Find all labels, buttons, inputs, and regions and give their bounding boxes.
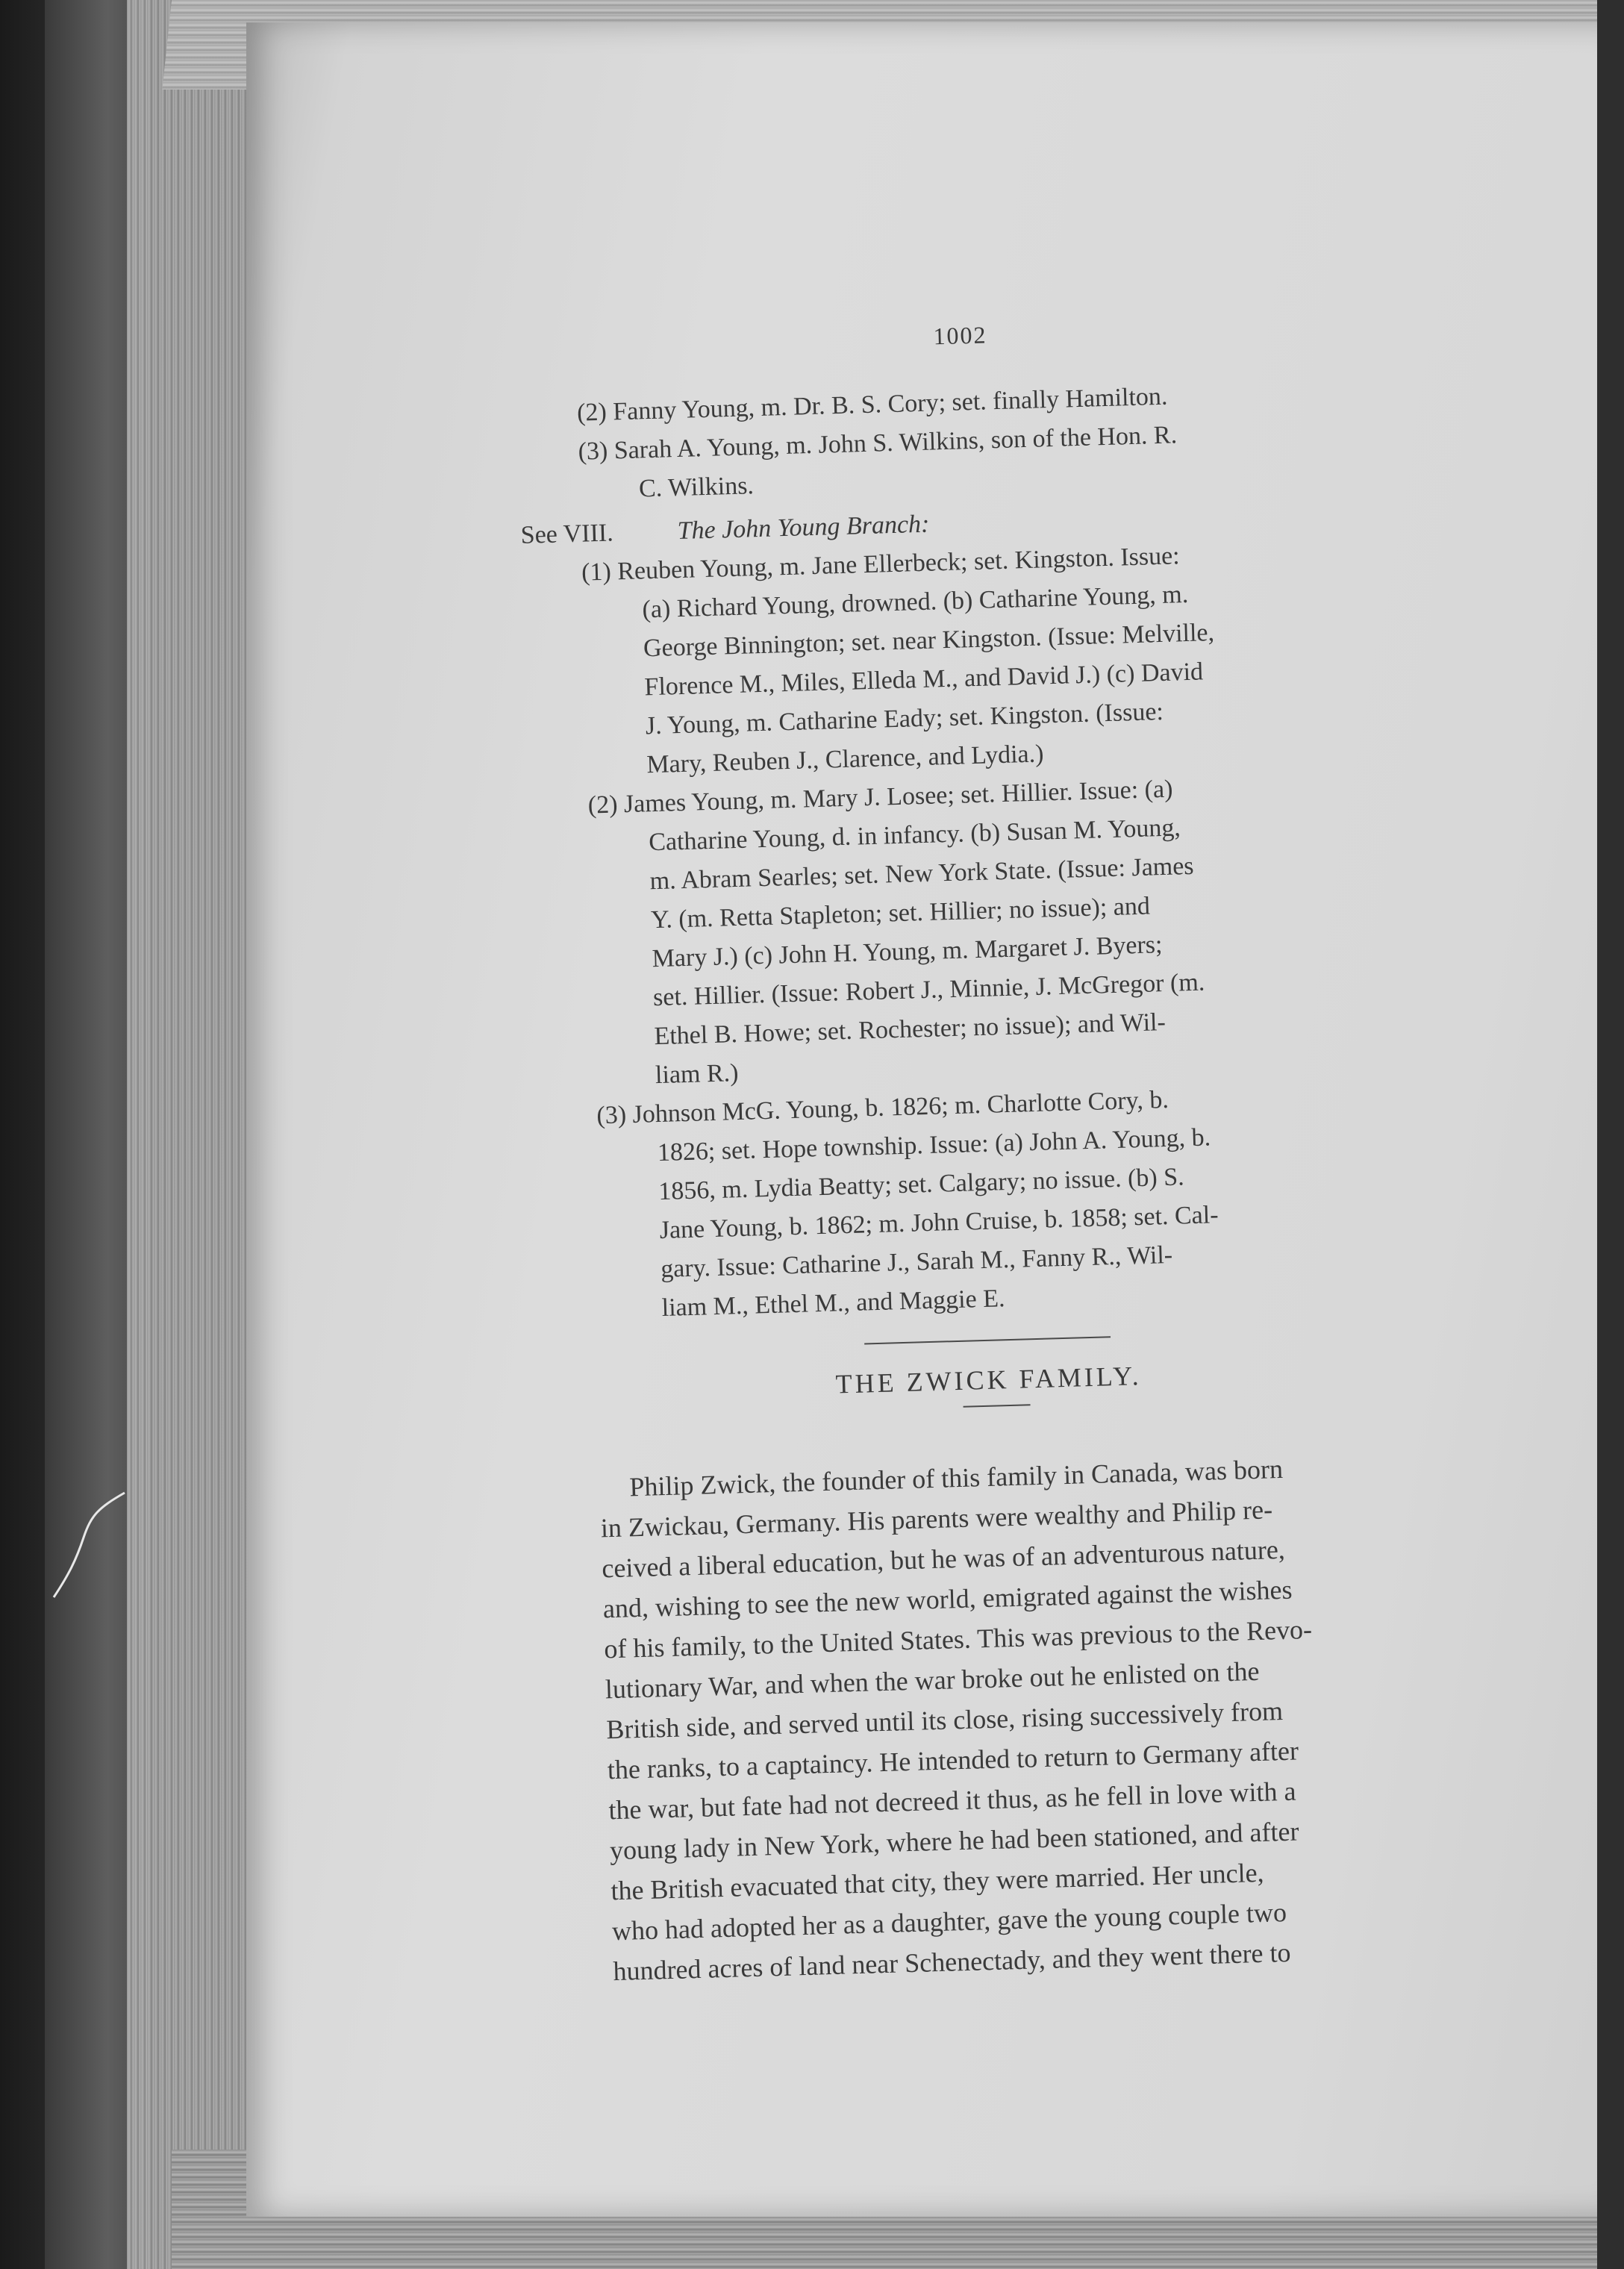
text-line: Ethel B. Howe; set. Rochester; no issue); and Wil- <box>654 1008 1167 1051</box>
text-line: liam R.) <box>655 1059 739 1090</box>
text-line: 1856, m. Lydia Beatty; set. Calgary; no issue. (b) S. <box>658 1163 1185 1206</box>
text-line: (3) Sarah A. Young, m. John S. Wilkins, son of the Hon. R. <box>578 421 1178 466</box>
paragraph-line: Philip Zwick, the founder of this family in Canada, was born <box>628 1453 1284 1502</box>
paragraph-line: of his family, to the United States. This was previous to the Revo- <box>603 1614 1313 1664</box>
text-line: (2) Fanny Young, m. Dr. B. S. Cory; set. finally Hamilton. <box>576 382 1168 427</box>
branch-title: The John Young Branch: <box>677 510 930 546</box>
text-line: George Binnington; set. near Kingston. (Issue: Melville, <box>643 619 1215 663</box>
paragraph-line: the British evacuated that city, they were married. Her uncle, <box>610 1857 1265 1906</box>
text-line: Y. (m. Retta Stapleton; set. Hillier; no issue); and <box>650 892 1151 934</box>
paragraph-line: in Zwickau, Germany. His parents were wealthy and Philip re- <box>600 1494 1273 1544</box>
text-line: Florence M., Miles, Elleda M., and David J.) (c) David <box>643 658 1204 702</box>
section-label: See VIII. <box>520 519 614 549</box>
background-right <box>1597 0 1624 2269</box>
paragraph-line: hundred acres of land near Schenectady, and they went there to <box>612 1937 1291 1987</box>
text-line: Jane Young, b. 1862; m. John Cruise, b. 1858; set. Cal- <box>659 1201 1219 1245</box>
text-line: (2) James Young, m. Mary J. Losee; set. Hillier. Issue: (a) <box>587 775 1173 820</box>
text-line: set. Hillier. (Issue: Robert J., Minnie, J. McGregor (m. <box>652 968 1205 1012</box>
paragraph-line: the ranks, to a captaincy. He intended to return to Germany after <box>607 1735 1299 1785</box>
text-line: 1826; set. Hope township. Issue: (a) John A. Young, b. <box>657 1123 1211 1167</box>
paragraph-line: British side, and served until its close, rising successively from <box>605 1695 1284 1745</box>
paragraph-line: lutionary War, and when the war broke out he enlisted on the <box>605 1655 1260 1705</box>
paragraph-line: the war, but fate had not decreed it thus, as he fell in love with a <box>608 1776 1296 1826</box>
paragraph-line: ceived a liberal education, but he was of an adventurous nature, <box>601 1534 1286 1584</box>
paragraph-line: who had adopted her as a daughter, gave the young couple two <box>611 1897 1287 1947</box>
text-line: J. Young, m. Catharine Eady; set. Kingston. (Issue: <box>645 697 1164 740</box>
text-line: (a) Richard Young, drowned. (b) Catharine Young, m. <box>642 580 1189 624</box>
text-line: Catharine Young, d. in infancy. (b) Susan M. Young, <box>648 814 1181 857</box>
text-line: m. Abram Searles; set. New York State. (Issue: James <box>649 852 1195 896</box>
cover-crack <box>39 1485 128 1605</box>
paragraph-line: young lady in New York, where he had been stationed, and after <box>609 1816 1299 1866</box>
text-line: (3) Johnson McG. Young, b. 1826; m. Charlotte Cory, b. <box>596 1085 1169 1130</box>
section-heading: THE ZWICK FAMILY. <box>835 1361 1143 1399</box>
paragraph-line: and, wishing to see the new world, emigrated against the wishes <box>602 1574 1293 1624</box>
text-line: (1) Reuben Young, m. Jane Ellerbeck; set. Kingston. Issue: <box>581 542 1181 587</box>
text-line: Mary J.) (c) John H. Young, m. Margaret J. Byers; <box>652 931 1163 973</box>
page-number: 1002 <box>933 321 987 350</box>
text-line: C. Wilkins. <box>638 472 755 503</box>
text-line: Mary, Reuben J., Clarence, and Lydia.) <box>646 740 1044 779</box>
text-line: liam M., Ethel M., and Maggie E. <box>661 1285 1005 1323</box>
text-line: gary. Issue: Catharine J., Sarah M., Fanny R., Wil- <box>660 1240 1173 1284</box>
